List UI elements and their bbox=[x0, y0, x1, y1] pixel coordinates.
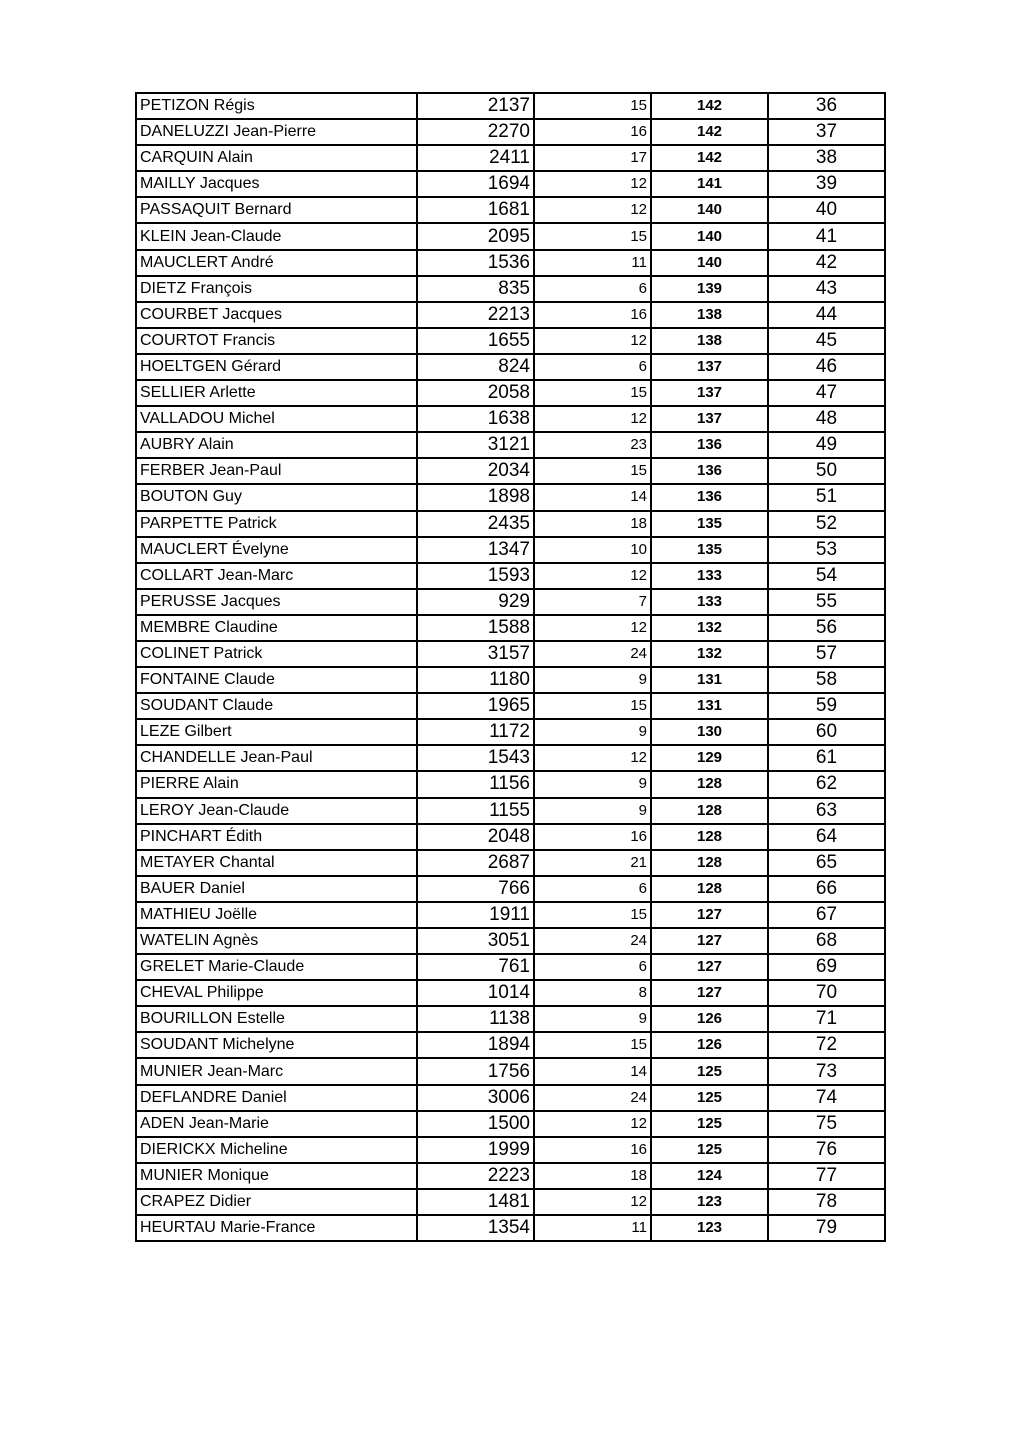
total-points-cell: 1180 bbox=[417, 667, 534, 693]
player-name-cell: COLLART Jean-Marc bbox=[136, 563, 417, 589]
total-points-cell: 1681 bbox=[417, 197, 534, 223]
total-points-cell: 2213 bbox=[417, 302, 534, 328]
table-row bbox=[136, 380, 885, 406]
player-name-cell: HOELTGEN Gérard bbox=[136, 354, 417, 380]
table-row bbox=[136, 302, 885, 328]
player-name-cell: COURTOT Francis bbox=[136, 328, 417, 354]
average-cell: 123 bbox=[651, 1189, 768, 1215]
games-played-cell: 12 bbox=[534, 1189, 651, 1215]
player-name-cell: PETIZON Régis bbox=[136, 93, 417, 119]
table-row bbox=[136, 171, 885, 197]
table-row bbox=[136, 563, 885, 589]
average-cell: 135 bbox=[651, 511, 768, 537]
average-cell: 132 bbox=[651, 615, 768, 641]
player-name-cell: KLEIN Jean-Claude bbox=[136, 223, 417, 249]
average-cell: 132 bbox=[651, 641, 768, 667]
table-row bbox=[136, 1032, 885, 1058]
table-row bbox=[136, 589, 885, 615]
rank-cell: 39 bbox=[768, 171, 885, 197]
rank-cell: 75 bbox=[768, 1111, 885, 1137]
average-cell: 142 bbox=[651, 119, 768, 145]
average-cell: 137 bbox=[651, 354, 768, 380]
player-name-cell: MEMBRE Claudine bbox=[136, 615, 417, 641]
table-row bbox=[136, 876, 885, 902]
average-cell: 126 bbox=[651, 1032, 768, 1058]
player-name-cell: MAUCLERT André bbox=[136, 250, 417, 276]
games-played-cell: 12 bbox=[534, 197, 651, 223]
average-cell: 141 bbox=[651, 171, 768, 197]
table-row bbox=[136, 484, 885, 510]
rank-cell: 50 bbox=[768, 458, 885, 484]
rank-cell: 36 bbox=[768, 93, 885, 119]
average-cell: 128 bbox=[651, 850, 768, 876]
total-points-cell: 929 bbox=[417, 589, 534, 615]
games-played-cell: 14 bbox=[534, 484, 651, 510]
rank-cell: 76 bbox=[768, 1137, 885, 1163]
player-name-cell: BAUER Daniel bbox=[136, 876, 417, 902]
total-points-cell: 2223 bbox=[417, 1163, 534, 1189]
rank-cell: 62 bbox=[768, 771, 885, 797]
rank-cell: 66 bbox=[768, 876, 885, 902]
player-name-cell: SOUDANT Claude bbox=[136, 693, 417, 719]
player-name-cell: LEROY Jean-Claude bbox=[136, 798, 417, 824]
total-points-cell: 1138 bbox=[417, 1006, 534, 1032]
rank-cell: 68 bbox=[768, 928, 885, 954]
player-name-cell: AUBRY Alain bbox=[136, 432, 417, 458]
rank-cell: 78 bbox=[768, 1189, 885, 1215]
table-row bbox=[136, 93, 885, 119]
player-name-cell: PASSAQUIT Bernard bbox=[136, 197, 417, 223]
rank-cell: 63 bbox=[768, 798, 885, 824]
average-cell: 127 bbox=[651, 902, 768, 928]
rank-cell: 45 bbox=[768, 328, 885, 354]
rank-cell: 60 bbox=[768, 719, 885, 745]
table-row bbox=[136, 119, 885, 145]
player-name-cell: BOUTON Guy bbox=[136, 484, 417, 510]
total-points-cell: 1500 bbox=[417, 1111, 534, 1137]
average-cell: 140 bbox=[651, 197, 768, 223]
average-cell: 140 bbox=[651, 223, 768, 249]
total-points-cell: 2034 bbox=[417, 458, 534, 484]
table-row bbox=[136, 798, 885, 824]
average-cell: 129 bbox=[651, 745, 768, 771]
games-played-cell: 9 bbox=[534, 798, 651, 824]
rank-cell: 38 bbox=[768, 145, 885, 171]
games-played-cell: 9 bbox=[534, 771, 651, 797]
average-cell: 128 bbox=[651, 824, 768, 850]
games-played-cell: 6 bbox=[534, 954, 651, 980]
player-name-cell: DANELUZZI Jean-Pierre bbox=[136, 119, 417, 145]
games-played-cell: 12 bbox=[534, 745, 651, 771]
rank-cell: 42 bbox=[768, 250, 885, 276]
table-row bbox=[136, 511, 885, 537]
games-played-cell: 11 bbox=[534, 1215, 651, 1241]
games-played-cell: 16 bbox=[534, 824, 651, 850]
average-cell: 133 bbox=[651, 563, 768, 589]
rank-cell: 47 bbox=[768, 380, 885, 406]
rank-cell: 41 bbox=[768, 223, 885, 249]
games-played-cell: 17 bbox=[534, 145, 651, 171]
rank-cell: 77 bbox=[768, 1163, 885, 1189]
average-cell: 125 bbox=[651, 1111, 768, 1137]
total-points-cell: 1638 bbox=[417, 406, 534, 432]
games-played-cell: 16 bbox=[534, 119, 651, 145]
games-played-cell: 6 bbox=[534, 276, 651, 302]
player-name-cell: CHANDELLE Jean-Paul bbox=[136, 745, 417, 771]
table-row bbox=[136, 250, 885, 276]
average-cell: 136 bbox=[651, 432, 768, 458]
rank-cell: 37 bbox=[768, 119, 885, 145]
games-played-cell: 15 bbox=[534, 693, 651, 719]
table-row bbox=[136, 406, 885, 432]
table-row bbox=[136, 1111, 885, 1137]
rank-cell: 48 bbox=[768, 406, 885, 432]
table-row bbox=[136, 1163, 885, 1189]
total-points-cell: 2435 bbox=[417, 511, 534, 537]
games-played-cell: 12 bbox=[534, 328, 651, 354]
average-cell: 142 bbox=[651, 93, 768, 119]
average-cell: 138 bbox=[651, 328, 768, 354]
total-points-cell: 2687 bbox=[417, 850, 534, 876]
total-points-cell: 766 bbox=[417, 876, 534, 902]
rank-cell: 53 bbox=[768, 537, 885, 563]
player-name-cell: MUNIER Monique bbox=[136, 1163, 417, 1189]
table-row bbox=[136, 824, 885, 850]
rank-cell: 61 bbox=[768, 745, 885, 771]
rank-cell: 79 bbox=[768, 1215, 885, 1241]
player-name-cell: SELLIER Arlette bbox=[136, 380, 417, 406]
games-played-cell: 18 bbox=[534, 511, 651, 537]
total-points-cell: 824 bbox=[417, 354, 534, 380]
rank-cell: 46 bbox=[768, 354, 885, 380]
player-name-cell: MATHIEU Joëlle bbox=[136, 902, 417, 928]
player-name-cell: FERBER Jean-Paul bbox=[136, 458, 417, 484]
games-played-cell: 6 bbox=[534, 876, 651, 902]
total-points-cell: 3121 bbox=[417, 432, 534, 458]
total-points-cell: 1999 bbox=[417, 1137, 534, 1163]
games-played-cell: 12 bbox=[534, 1111, 651, 1137]
total-points-cell: 1347 bbox=[417, 537, 534, 563]
games-played-cell: 12 bbox=[534, 406, 651, 432]
average-cell: 125 bbox=[651, 1137, 768, 1163]
rank-cell: 51 bbox=[768, 484, 885, 510]
games-played-cell: 9 bbox=[534, 719, 651, 745]
rank-cell: 40 bbox=[768, 197, 885, 223]
player-name-cell: WATELIN Agnès bbox=[136, 928, 417, 954]
games-played-cell: 9 bbox=[534, 1006, 651, 1032]
games-played-cell: 15 bbox=[534, 1032, 651, 1058]
player-name-cell: VALLADOU Michel bbox=[136, 406, 417, 432]
total-points-cell: 2270 bbox=[417, 119, 534, 145]
average-cell: 135 bbox=[651, 537, 768, 563]
total-points-cell: 1894 bbox=[417, 1032, 534, 1058]
player-name-cell: DIERICKX Micheline bbox=[136, 1137, 417, 1163]
games-played-cell: 8 bbox=[534, 980, 651, 1006]
games-played-cell: 15 bbox=[534, 223, 651, 249]
table-row bbox=[136, 693, 885, 719]
average-cell: 128 bbox=[651, 771, 768, 797]
games-played-cell: 15 bbox=[534, 902, 651, 928]
table-row bbox=[136, 980, 885, 1006]
total-points-cell: 835 bbox=[417, 276, 534, 302]
games-played-cell: 12 bbox=[534, 171, 651, 197]
average-cell: 123 bbox=[651, 1215, 768, 1241]
games-played-cell: 24 bbox=[534, 1085, 651, 1111]
total-points-cell: 1898 bbox=[417, 484, 534, 510]
table-row bbox=[136, 667, 885, 693]
total-points-cell: 1481 bbox=[417, 1189, 534, 1215]
table-row bbox=[136, 1006, 885, 1032]
player-name-cell: DIETZ François bbox=[136, 276, 417, 302]
total-points-cell: 1694 bbox=[417, 171, 534, 197]
ranking-table-body bbox=[136, 93, 885, 1241]
total-points-cell: 1354 bbox=[417, 1215, 534, 1241]
average-cell: 140 bbox=[651, 250, 768, 276]
table-row bbox=[136, 928, 885, 954]
games-played-cell: 6 bbox=[534, 354, 651, 380]
player-name-cell: MUNIER Jean-Marc bbox=[136, 1058, 417, 1084]
total-points-cell: 2058 bbox=[417, 380, 534, 406]
table-row bbox=[136, 432, 885, 458]
player-name-cell: MAILLY Jacques bbox=[136, 171, 417, 197]
average-cell: 130 bbox=[651, 719, 768, 745]
rank-cell: 64 bbox=[768, 824, 885, 850]
average-cell: 125 bbox=[651, 1058, 768, 1084]
average-cell: 127 bbox=[651, 980, 768, 1006]
player-name-cell: LEZE Gilbert bbox=[136, 719, 417, 745]
table-row bbox=[136, 1137, 885, 1163]
total-points-cell: 2095 bbox=[417, 223, 534, 249]
table-row bbox=[136, 719, 885, 745]
table-row bbox=[136, 850, 885, 876]
total-points-cell: 761 bbox=[417, 954, 534, 980]
games-played-cell: 7 bbox=[534, 589, 651, 615]
rank-cell: 74 bbox=[768, 1085, 885, 1111]
average-cell: 138 bbox=[651, 302, 768, 328]
average-cell: 137 bbox=[651, 406, 768, 432]
player-name-cell: DEFLANDRE Daniel bbox=[136, 1085, 417, 1111]
table-row bbox=[136, 902, 885, 928]
games-played-cell: 12 bbox=[534, 563, 651, 589]
player-name-cell: PINCHART Édith bbox=[136, 824, 417, 850]
rank-cell: 71 bbox=[768, 1006, 885, 1032]
average-cell: 126 bbox=[651, 1006, 768, 1032]
games-played-cell: 18 bbox=[534, 1163, 651, 1189]
rank-cell: 43 bbox=[768, 276, 885, 302]
rank-cell: 55 bbox=[768, 589, 885, 615]
games-played-cell: 12 bbox=[534, 615, 651, 641]
total-points-cell: 1156 bbox=[417, 771, 534, 797]
average-cell: 142 bbox=[651, 145, 768, 171]
player-name-cell: COLINET Patrick bbox=[136, 641, 417, 667]
table-row bbox=[136, 954, 885, 980]
player-name-cell: PIERRE Alain bbox=[136, 771, 417, 797]
rank-cell: 70 bbox=[768, 980, 885, 1006]
total-points-cell: 3006 bbox=[417, 1085, 534, 1111]
total-points-cell: 1756 bbox=[417, 1058, 534, 1084]
table-row bbox=[136, 223, 885, 249]
total-points-cell: 1655 bbox=[417, 328, 534, 354]
rank-cell: 49 bbox=[768, 432, 885, 458]
total-points-cell: 2137 bbox=[417, 93, 534, 119]
rank-cell: 44 bbox=[768, 302, 885, 328]
table-row bbox=[136, 276, 885, 302]
average-cell: 127 bbox=[651, 928, 768, 954]
games-played-cell: 9 bbox=[534, 667, 651, 693]
ranking-table bbox=[135, 92, 886, 1242]
average-cell: 127 bbox=[651, 954, 768, 980]
average-cell: 137 bbox=[651, 380, 768, 406]
games-played-cell: 14 bbox=[534, 1058, 651, 1084]
table-row bbox=[136, 1189, 885, 1215]
games-played-cell: 10 bbox=[534, 537, 651, 563]
average-cell: 131 bbox=[651, 667, 768, 693]
rank-cell: 59 bbox=[768, 693, 885, 719]
average-cell: 139 bbox=[651, 276, 768, 302]
table-row bbox=[136, 771, 885, 797]
games-played-cell: 15 bbox=[534, 380, 651, 406]
total-points-cell: 1536 bbox=[417, 250, 534, 276]
total-points-cell: 1593 bbox=[417, 563, 534, 589]
rank-cell: 58 bbox=[768, 667, 885, 693]
table-row bbox=[136, 615, 885, 641]
table-row bbox=[136, 328, 885, 354]
rank-cell: 73 bbox=[768, 1058, 885, 1084]
table-row bbox=[136, 354, 885, 380]
rank-cell: 65 bbox=[768, 850, 885, 876]
table-row bbox=[136, 641, 885, 667]
player-name-cell: METAYER Chantal bbox=[136, 850, 417, 876]
table-row bbox=[136, 1215, 885, 1241]
games-played-cell: 21 bbox=[534, 850, 651, 876]
player-name-cell: PARPETTE Patrick bbox=[136, 511, 417, 537]
total-points-cell: 2411 bbox=[417, 145, 534, 171]
table-row bbox=[136, 145, 885, 171]
games-played-cell: 16 bbox=[534, 302, 651, 328]
rank-cell: 54 bbox=[768, 563, 885, 589]
total-points-cell: 3051 bbox=[417, 928, 534, 954]
total-points-cell: 1543 bbox=[417, 745, 534, 771]
player-name-cell: SOUDANT Michelyne bbox=[136, 1032, 417, 1058]
total-points-cell: 1172 bbox=[417, 719, 534, 745]
player-name-cell: CARQUIN Alain bbox=[136, 145, 417, 171]
average-cell: 136 bbox=[651, 484, 768, 510]
total-points-cell: 1588 bbox=[417, 615, 534, 641]
player-name-cell: HEURTAU Marie-France bbox=[136, 1215, 417, 1241]
games-played-cell: 15 bbox=[534, 458, 651, 484]
average-cell: 136 bbox=[651, 458, 768, 484]
total-points-cell: 1014 bbox=[417, 980, 534, 1006]
table-row bbox=[136, 1058, 885, 1084]
player-name-cell: CRAPEZ Didier bbox=[136, 1189, 417, 1215]
total-points-cell: 1155 bbox=[417, 798, 534, 824]
average-cell: 128 bbox=[651, 876, 768, 902]
average-cell: 131 bbox=[651, 693, 768, 719]
rank-cell: 56 bbox=[768, 615, 885, 641]
player-name-cell: ADEN Jean-Marie bbox=[136, 1111, 417, 1137]
rank-cell: 72 bbox=[768, 1032, 885, 1058]
total-points-cell: 3157 bbox=[417, 641, 534, 667]
player-name-cell: CHEVAL Philippe bbox=[136, 980, 417, 1006]
rank-cell: 67 bbox=[768, 902, 885, 928]
table-row bbox=[136, 197, 885, 223]
games-played-cell: 23 bbox=[534, 432, 651, 458]
table-row bbox=[136, 1085, 885, 1111]
average-cell: 124 bbox=[651, 1163, 768, 1189]
player-name-cell: BOURILLON Estelle bbox=[136, 1006, 417, 1032]
total-points-cell: 2048 bbox=[417, 824, 534, 850]
total-points-cell: 1911 bbox=[417, 902, 534, 928]
average-cell: 125 bbox=[651, 1085, 768, 1111]
games-played-cell: 11 bbox=[534, 250, 651, 276]
player-name-cell: PERUSSE Jacques bbox=[136, 589, 417, 615]
games-played-cell: 24 bbox=[534, 641, 651, 667]
table-row bbox=[136, 458, 885, 484]
player-name-cell: MAUCLERT Évelyne bbox=[136, 537, 417, 563]
games-played-cell: 24 bbox=[534, 928, 651, 954]
rank-cell: 69 bbox=[768, 954, 885, 980]
games-played-cell: 16 bbox=[534, 1137, 651, 1163]
player-name-cell: FONTAINE Claude bbox=[136, 667, 417, 693]
table-row bbox=[136, 745, 885, 771]
games-played-cell: 15 bbox=[534, 93, 651, 119]
rank-cell: 57 bbox=[768, 641, 885, 667]
table-row bbox=[136, 537, 885, 563]
total-points-cell: 1965 bbox=[417, 693, 534, 719]
average-cell: 128 bbox=[651, 798, 768, 824]
player-name-cell: GRELET Marie-Claude bbox=[136, 954, 417, 980]
player-name-cell: COURBET Jacques bbox=[136, 302, 417, 328]
rank-cell: 52 bbox=[768, 511, 885, 537]
average-cell: 133 bbox=[651, 589, 768, 615]
